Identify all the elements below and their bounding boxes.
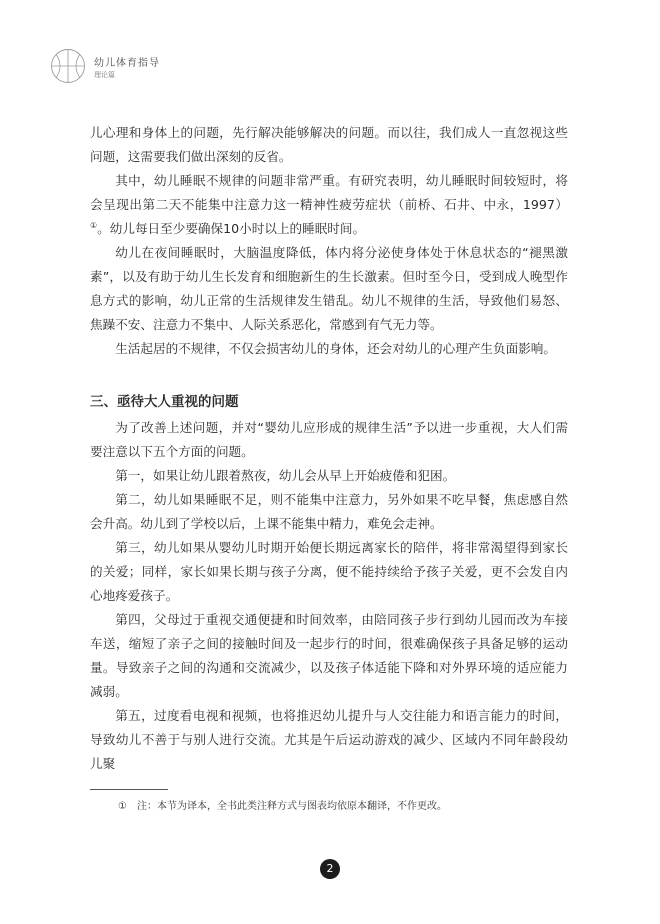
footnote bbox=[118, 799, 447, 815]
paragraph: 第四，父母过于重视交通便捷和时间效率，由陪同孩子步行到幼儿园而改为车接车送，缩短了亲子之间的接触时间及一起步行的时间，很难确保孩子具备足够的运动量。导致亲子之间的沟通和交流减少，以及孩子体适能下降和对外界环境的适应能力减弱。 bbox=[90, 612, 568, 699]
paragraph: 儿心理和身体上的问题，先行解决能够解决的问题。而以往，我们成人一直忽视这些问题，这需要我们做出深刻的反省。 bbox=[90, 125, 568, 164]
page-body bbox=[90, 121, 568, 776]
book-subtitle: 理论篇 bbox=[94, 71, 115, 79]
paragraph: 幼儿在夜间睡眠时，大脑温度降低，体内将分泌使身体处于休息状态的“褪黑激素”，以及有助于幼儿生长发育和细胞新生的生长激素。但时至今日，受到成人晚型作息方式的影响，幼儿正常的生活规律发生错乱。幼儿不规律的生活，导致他们易怒、焦躁不安、注意力不集中、人际关系恶化，常感到有气无力等。 bbox=[90, 245, 568, 332]
paragraph: 第二，幼儿如果睡眠不足，则不能集中注意力，另外如果不吃早餐，焦虑感自然会升高。幼儿到了学校以后，上课不能集中精力，难免会走神。 bbox=[90, 492, 568, 531]
footnote-mark: ① bbox=[118, 801, 127, 812]
paragraph-text-continued: 。幼儿每日至少要确保10小时以上的睡眠时间。 bbox=[97, 221, 366, 236]
paragraph: 第三，幼儿如果从婴幼儿时期开始便长期远离家长的陪伴，将非常渴望得到家长的关爱；同样，家长如果长期与孩子分离，便不能持续给予孩子关爱，更不会发自内心地疼爱孩子。 bbox=[90, 540, 568, 603]
page-number: 2 bbox=[320, 859, 340, 879]
paragraph: 第五，过度看电视和视频，也将推迟幼儿提升与人交往能力和语言能力的时间，导致幼儿不善于与别人进行交流。尤其是午后运动游戏的减少、区域内不同年龄段幼儿聚 bbox=[90, 708, 568, 771]
paragraph bbox=[90, 169, 568, 241]
paragraph: 生活起居的不规律，不仅会损害幼儿的身体，还会对幼儿的心理产生负面影响。 bbox=[115, 341, 556, 356]
paragraph: 为了改善上述问题，并对“婴幼儿应形成的规律生活”予以进一步重视，大人们需要注意以下五个方面的问题。 bbox=[90, 420, 568, 459]
paragraph-text: 其中，幼儿睡眠不规律的问题非常严重。有研究表明，幼儿睡眠时间较短时，将会呈现出第二天不能集中注意力这一精神性疲劳症状（前桥、石井、中永，1997） bbox=[90, 173, 568, 212]
basketball-outline-icon bbox=[50, 48, 86, 84]
book-title: 幼儿体育指导 bbox=[94, 58, 160, 69]
footnote-text: 注：本节为译本，全书此类注释方式与图表均依原本翻译，不作更改。 bbox=[136, 801, 447, 812]
footnote-reference[interactable]: ① bbox=[90, 220, 98, 230]
section-heading: 三、亟待大人重视的问题 bbox=[90, 394, 239, 410]
footnote-divider bbox=[90, 789, 168, 790]
paragraph: 第一，如果让幼儿跟着熬夜，幼儿会从早上开始疲倦和犯困。 bbox=[115, 468, 456, 483]
